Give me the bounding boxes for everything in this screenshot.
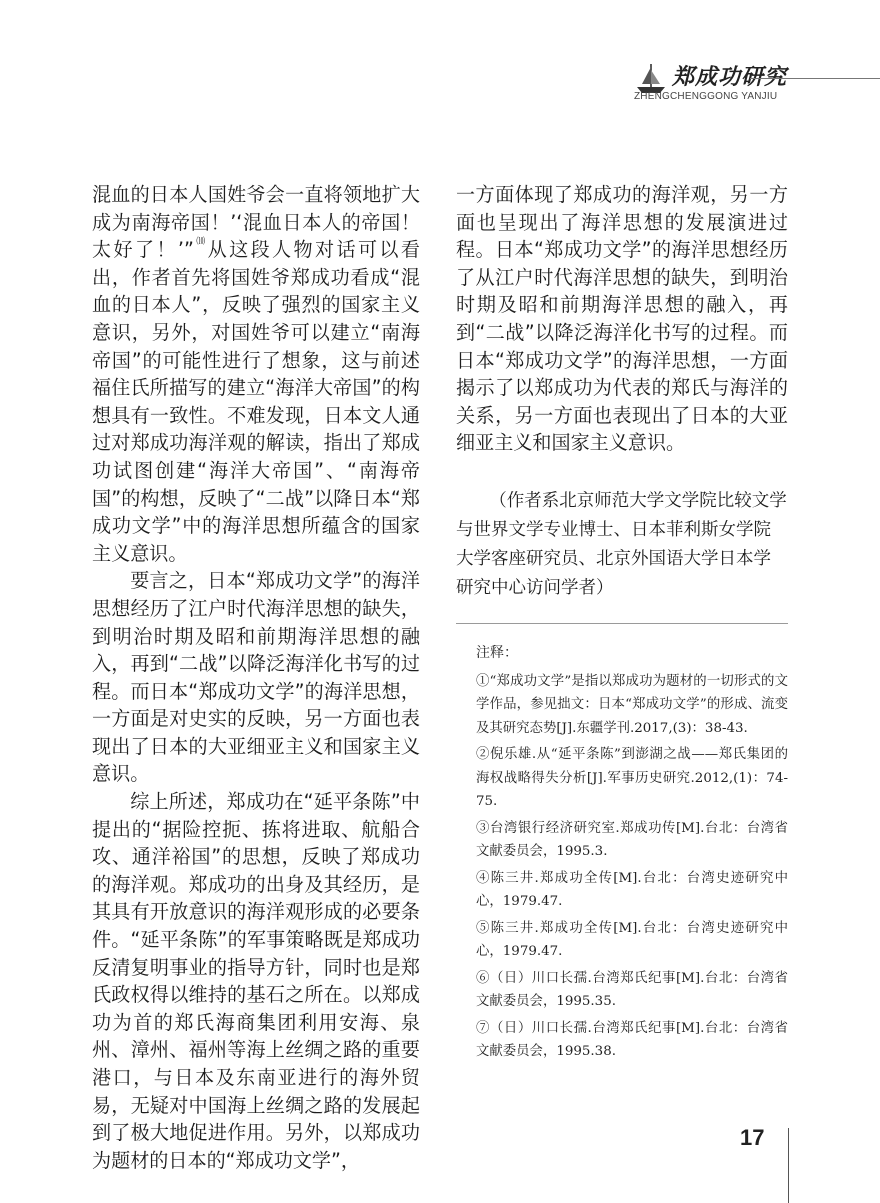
note-item: ③台湾银行经济研究室.郑成功传[M].台北：台湾省文献委员会，1995.3. [476,820,788,859]
note-item: ⑤陈三井.郑成功全传[M].台北：台湾史迹研究中心，1979.47. [476,920,788,959]
paragraph-2: 要言之，日本“郑成功文学”的海洋思想经历了江户时代海洋思想的缺失，到明治时期及昭和前期海洋思想的融入，再到“二战”以降泛海洋化书写的过程。而日本“郑成功文学”的海洋思想，一方面是对史实的反映，另一方面也表现出了日本的大亚细亚主义和国家主义意识。 [92,569,420,786]
right-column [456,181,788,457]
notes-heading: 注释： [476,645,518,661]
note-item: ⑦（日）川口长孺.台湾郑氏纪事[M].台北：台湾省文献委员会，1995.38. [476,1020,788,1059]
note-item: ①“郑成功文学”是指以郑成功为题材的一切形式的文学作品，参见拙文：日本“郑成功文学”的形成、流变及其研究态势[J].东疆学刊.2017,(3)：38-43. [476,673,788,736]
left-column [92,181,420,1174]
paragraph-1-part-a: 混血的日本人国姓爷会一直将领地扩大成为南海帝国！’‘混血日本人的帝国！太好了！’” [92,183,420,262]
note-item: ④陈三井.郑成功全传[M].台北：台湾史迹研究中心，1979.47. [476,870,788,909]
footnote-ref: ⑽ [193,237,208,248]
journal-subtitle: ZHENGCHENGGONG YANJIU [634,91,778,102]
page-number-rule [788,1128,789,1203]
author-note: （作者系北京师范大学文学院比较文学与世界文学专业博士、日本菲利斯女学院大学客座研究员、北京外国语大学日本学研究中心访问学者） [456,491,787,598]
paragraph-3: 综上所述，郑成功在“延平条陈”中提出的“据险控扼、拣将进取、航船合攻、通洋裕国”的思想，反映了郑成功的海洋观。郑成功的出身及其经历，是其具有开放意识的海洋观形成的必要条件。“延平条陈”的军事策略既是郑成功反清复明事业的指导方针，同时也是郑氏政权得以维持的基石之所在。以郑成功为首的郑氏海商集团利用安海、泉州、漳州、福州等海上丝绸之路的重要港口，与日本及东南亚进行的海外贸易，无疑对中国海上丝绸之路的发展起到了极大地促进作用。另外，以郑成功为题材的日本的“郑成功文学”， [92,790,420,1172]
journal-title: 郑成功研究 [672,64,788,90]
journal-header [624,58,880,104]
header-rule [750,78,880,79]
paragraph-1 [92,181,420,567]
page-number: 17 [740,1125,765,1150]
notes-divider [456,623,788,624]
note-item: ②倪乐雄.从“延平条陈”到澎湖之战——郑氏集团的海权战略得失分析[J].军事历史研究.2012,(1)：74-75. [476,747,788,809]
paragraph-1-part-b: 从这段人物对话可以看出，作者首先将国姓爷郑成功看成“混血的日本人”，反映了强烈的国家主义意识，另外，对国姓爷可以建立“南海帝国”的可能性进行了想象，这与前述福住氏所描写的建立“海洋大帝国”的构想具有一致性。不难发现，日本文人通过对郑成功海洋观的解读，指出了郑成功试图创建“海洋大帝国”、“南海帝国”的构想，反映了“二战”以降日本“郑成功文学”中的海洋思想所蕴含的国家主义意识。 [92,238,420,565]
paragraph-4: 一方面体现了郑成功的海洋观，另一方面也呈现出了海洋思想的发展演进过程。日本“郑成功文学”的海洋思想经历了从江户时代海洋思想的缺失，到明治时期及昭和前期海洋思想的融入，再到“二战”以降泛海洋化书写的过程。而日本“郑成功文学”的海洋思想，一方面揭示了以郑成功为代表的郑氏与海洋的关系，另一方面也表现出了日本的大亚细亚主义和国家主义意识。 [456,183,788,455]
notes-section [476,642,788,1067]
note-item: ⑥（日）川口长孺.台湾郑氏纪事[M].台北：台湾省文献委员会，1995.35. [476,970,788,1009]
